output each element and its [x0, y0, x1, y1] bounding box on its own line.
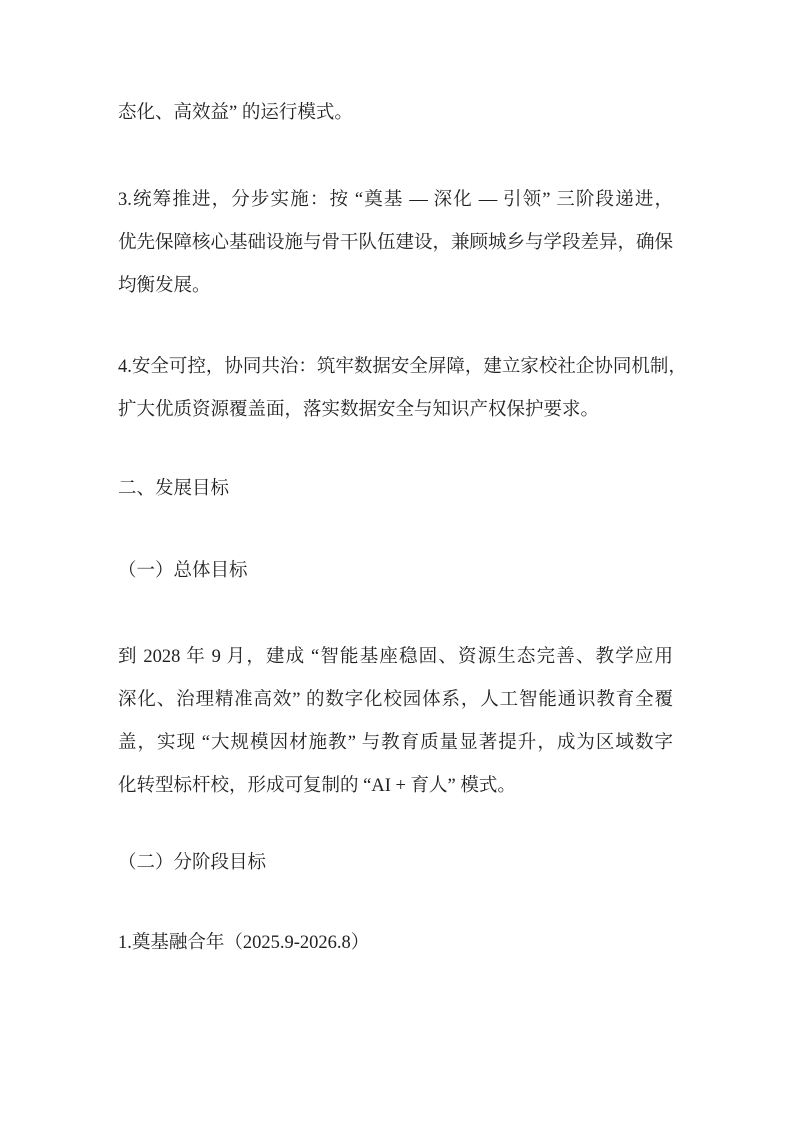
text-line: 深化、治理精准高效” 的数字化校园体系，人工智能通识教育全覆: [118, 690, 673, 710]
text-line: 态化、高效益” 的运行模式。: [118, 103, 353, 123]
heading-staged-goals: [118, 842, 673, 885]
text-line: 化转型标杆校，形成可复制的 “AI + 育人” 模式。: [118, 776, 516, 796]
paragraph-guideline-4-security-governance: [118, 346, 687, 432]
heading-line: （一）总体目标: [118, 561, 248, 581]
paragraph-guideline-3-coordinated-advance: [118, 179, 673, 308]
heading-section-2-development-goals: [118, 468, 673, 511]
text-line: 优先保障核心基础设施与骨干队伍建设，兼顾城乡与学段差异，确保: [118, 233, 674, 253]
text-line: 盖，实现 “大规模因材施教” 与教育质量显著提升，成为区域数字: [118, 733, 673, 753]
text-line: 扩大优质资源覆盖面，落实数据安全与知识产权保护要求。: [118, 400, 600, 420]
heading-line: 1.奠基融合年（2025.9-2026.8）: [118, 933, 370, 953]
text-line: 4.安全可控，协同共治：筑牢数据安全屏障，建立家校社企协同机制，: [118, 357, 687, 377]
text-line: 均衡发展。: [118, 276, 211, 296]
text-line: 到 2028 年 9 月，建成 “智能基座稳固、资源生态完善、教学应用: [118, 647, 673, 667]
paragraph-overall-goal-body: [118, 636, 673, 808]
heading-line: 二、发展目标: [118, 479, 230, 499]
text-line: 3.统筹推进，分步实施：按 “奠基 — 深化 — 引领” 三阶段递进，: [118, 190, 673, 210]
heading-stage-1-foundation-year: [118, 922, 673, 965]
heading-line: （二）分阶段目标: [118, 853, 267, 873]
heading-overall-goal: [118, 550, 673, 593]
paragraph-run-mode-continuation: [118, 92, 673, 135]
